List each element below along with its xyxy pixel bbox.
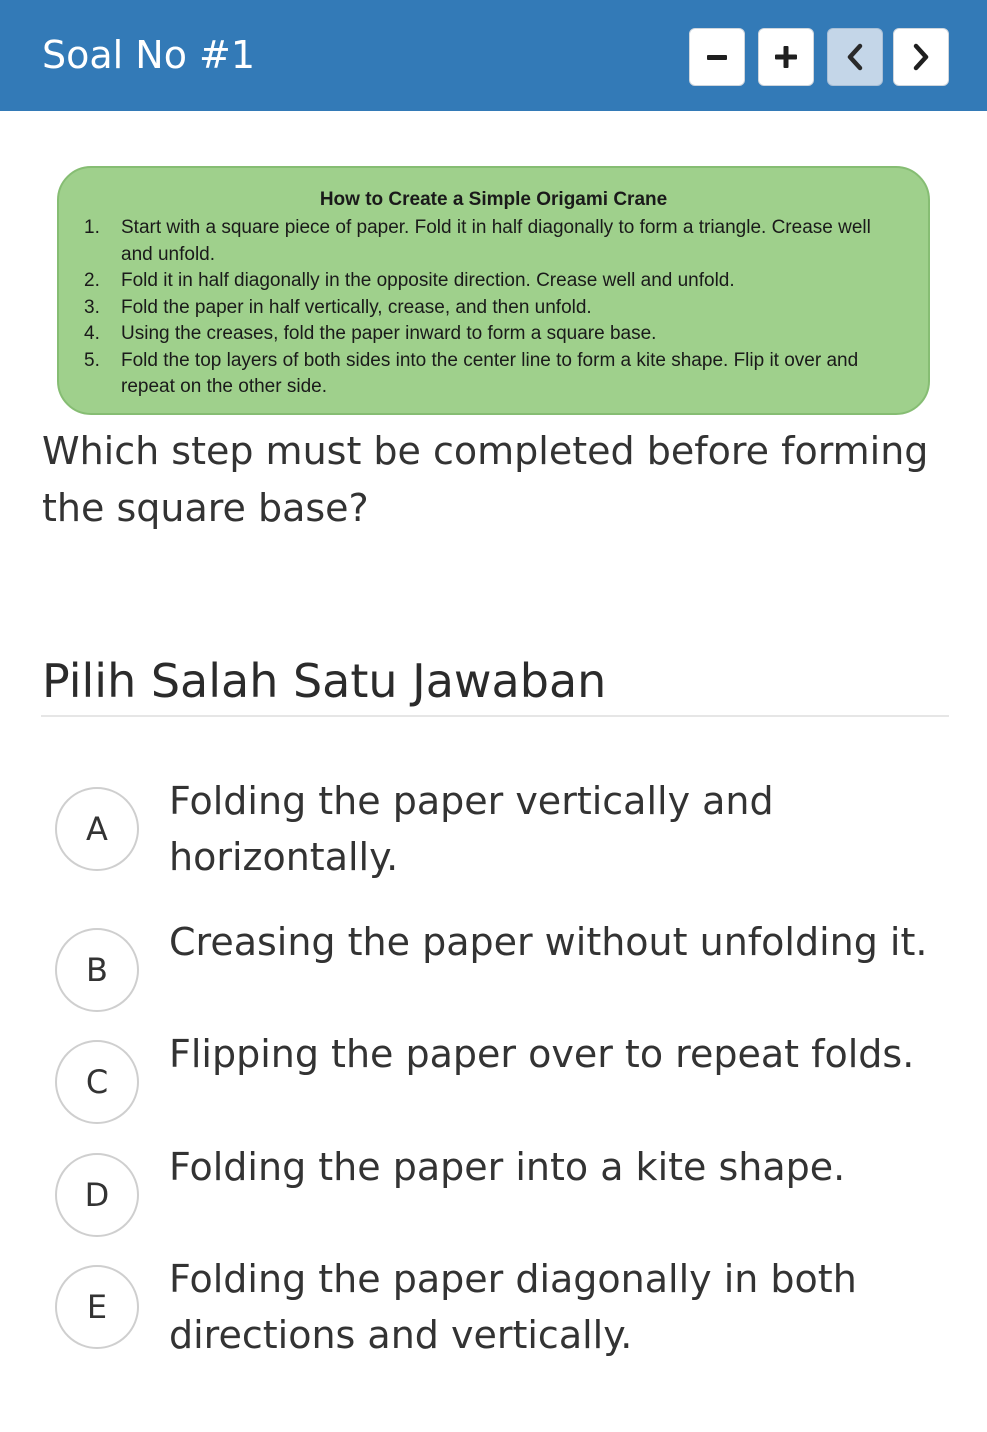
step-number: 4.	[84, 323, 100, 344]
zoom-in-button[interactable]	[758, 28, 814, 86]
section-divider	[41, 715, 949, 717]
option-text[interactable]: Creasing the paper without unfolding it.	[169, 920, 928, 964]
chevron-right-icon	[911, 43, 931, 71]
chevron-left-icon	[845, 43, 865, 71]
option-text[interactable]: Folding the paper vertically and horizontally.	[169, 779, 774, 879]
step-text: Fold it in half diagonally in the opposite direction. Crease well and unfold.	[121, 270, 735, 291]
option-text[interactable]: Flipping the paper over to repeat folds.	[169, 1032, 915, 1076]
passage-step	[84, 295, 884, 322]
passage-step	[84, 348, 884, 401]
option-text[interactable]: Folding the paper into a kite shape.	[169, 1145, 846, 1189]
answer-section-title: Pilih Salah Satu Jawaban	[42, 654, 607, 708]
step-number: 1.	[84, 217, 100, 238]
passage-title: How to Create a Simple Origami Crane	[319, 189, 668, 210]
step-text: Fold the paper in half vertically, crease, and then unfold.	[121, 296, 592, 318]
next-question-button[interactable]	[893, 28, 949, 86]
previous-question-button[interactable]	[827, 28, 883, 86]
passage-steps-list	[84, 215, 884, 401]
passage-step	[84, 268, 884, 295]
option-text[interactable]: Folding the paper diagonally in both directions and vertically.	[169, 1257, 857, 1357]
step-text: Start with a square piece of paper. Fold it in half diagonally to form a triangle. Crease well and unfold.	[121, 217, 871, 265]
passage-step	[84, 321, 884, 348]
option-letter-badge[interactable]: E	[55, 1265, 139, 1349]
option-letter-badge[interactable]: C	[55, 1040, 139, 1124]
passage-step	[84, 215, 884, 268]
option-letter-badge[interactable]: A	[55, 787, 139, 871]
minus-icon	[705, 45, 729, 69]
step-number: 3.	[84, 296, 100, 318]
step-text: Fold the top layers of both sides into the center line to form a kite shape. Flip it over and repeat on the other side.	[121, 349, 859, 397]
step-number: 2.	[84, 270, 100, 291]
question-number-title: Soal No #1	[42, 33, 256, 77]
zoom-out-button[interactable]	[689, 28, 745, 86]
option-letter-badge[interactable]: B	[55, 928, 139, 1012]
step-text: Using the creases, fold the paper inward to form a square base.	[121, 323, 657, 344]
step-number: 5.	[84, 349, 100, 371]
reading-passage-box	[57, 166, 930, 415]
option-letter-badge[interactable]: D	[55, 1153, 139, 1237]
plus-icon	[773, 44, 799, 70]
header-bar	[0, 0, 987, 111]
question-text: Which step must be completed before forming the square base?	[42, 429, 929, 530]
